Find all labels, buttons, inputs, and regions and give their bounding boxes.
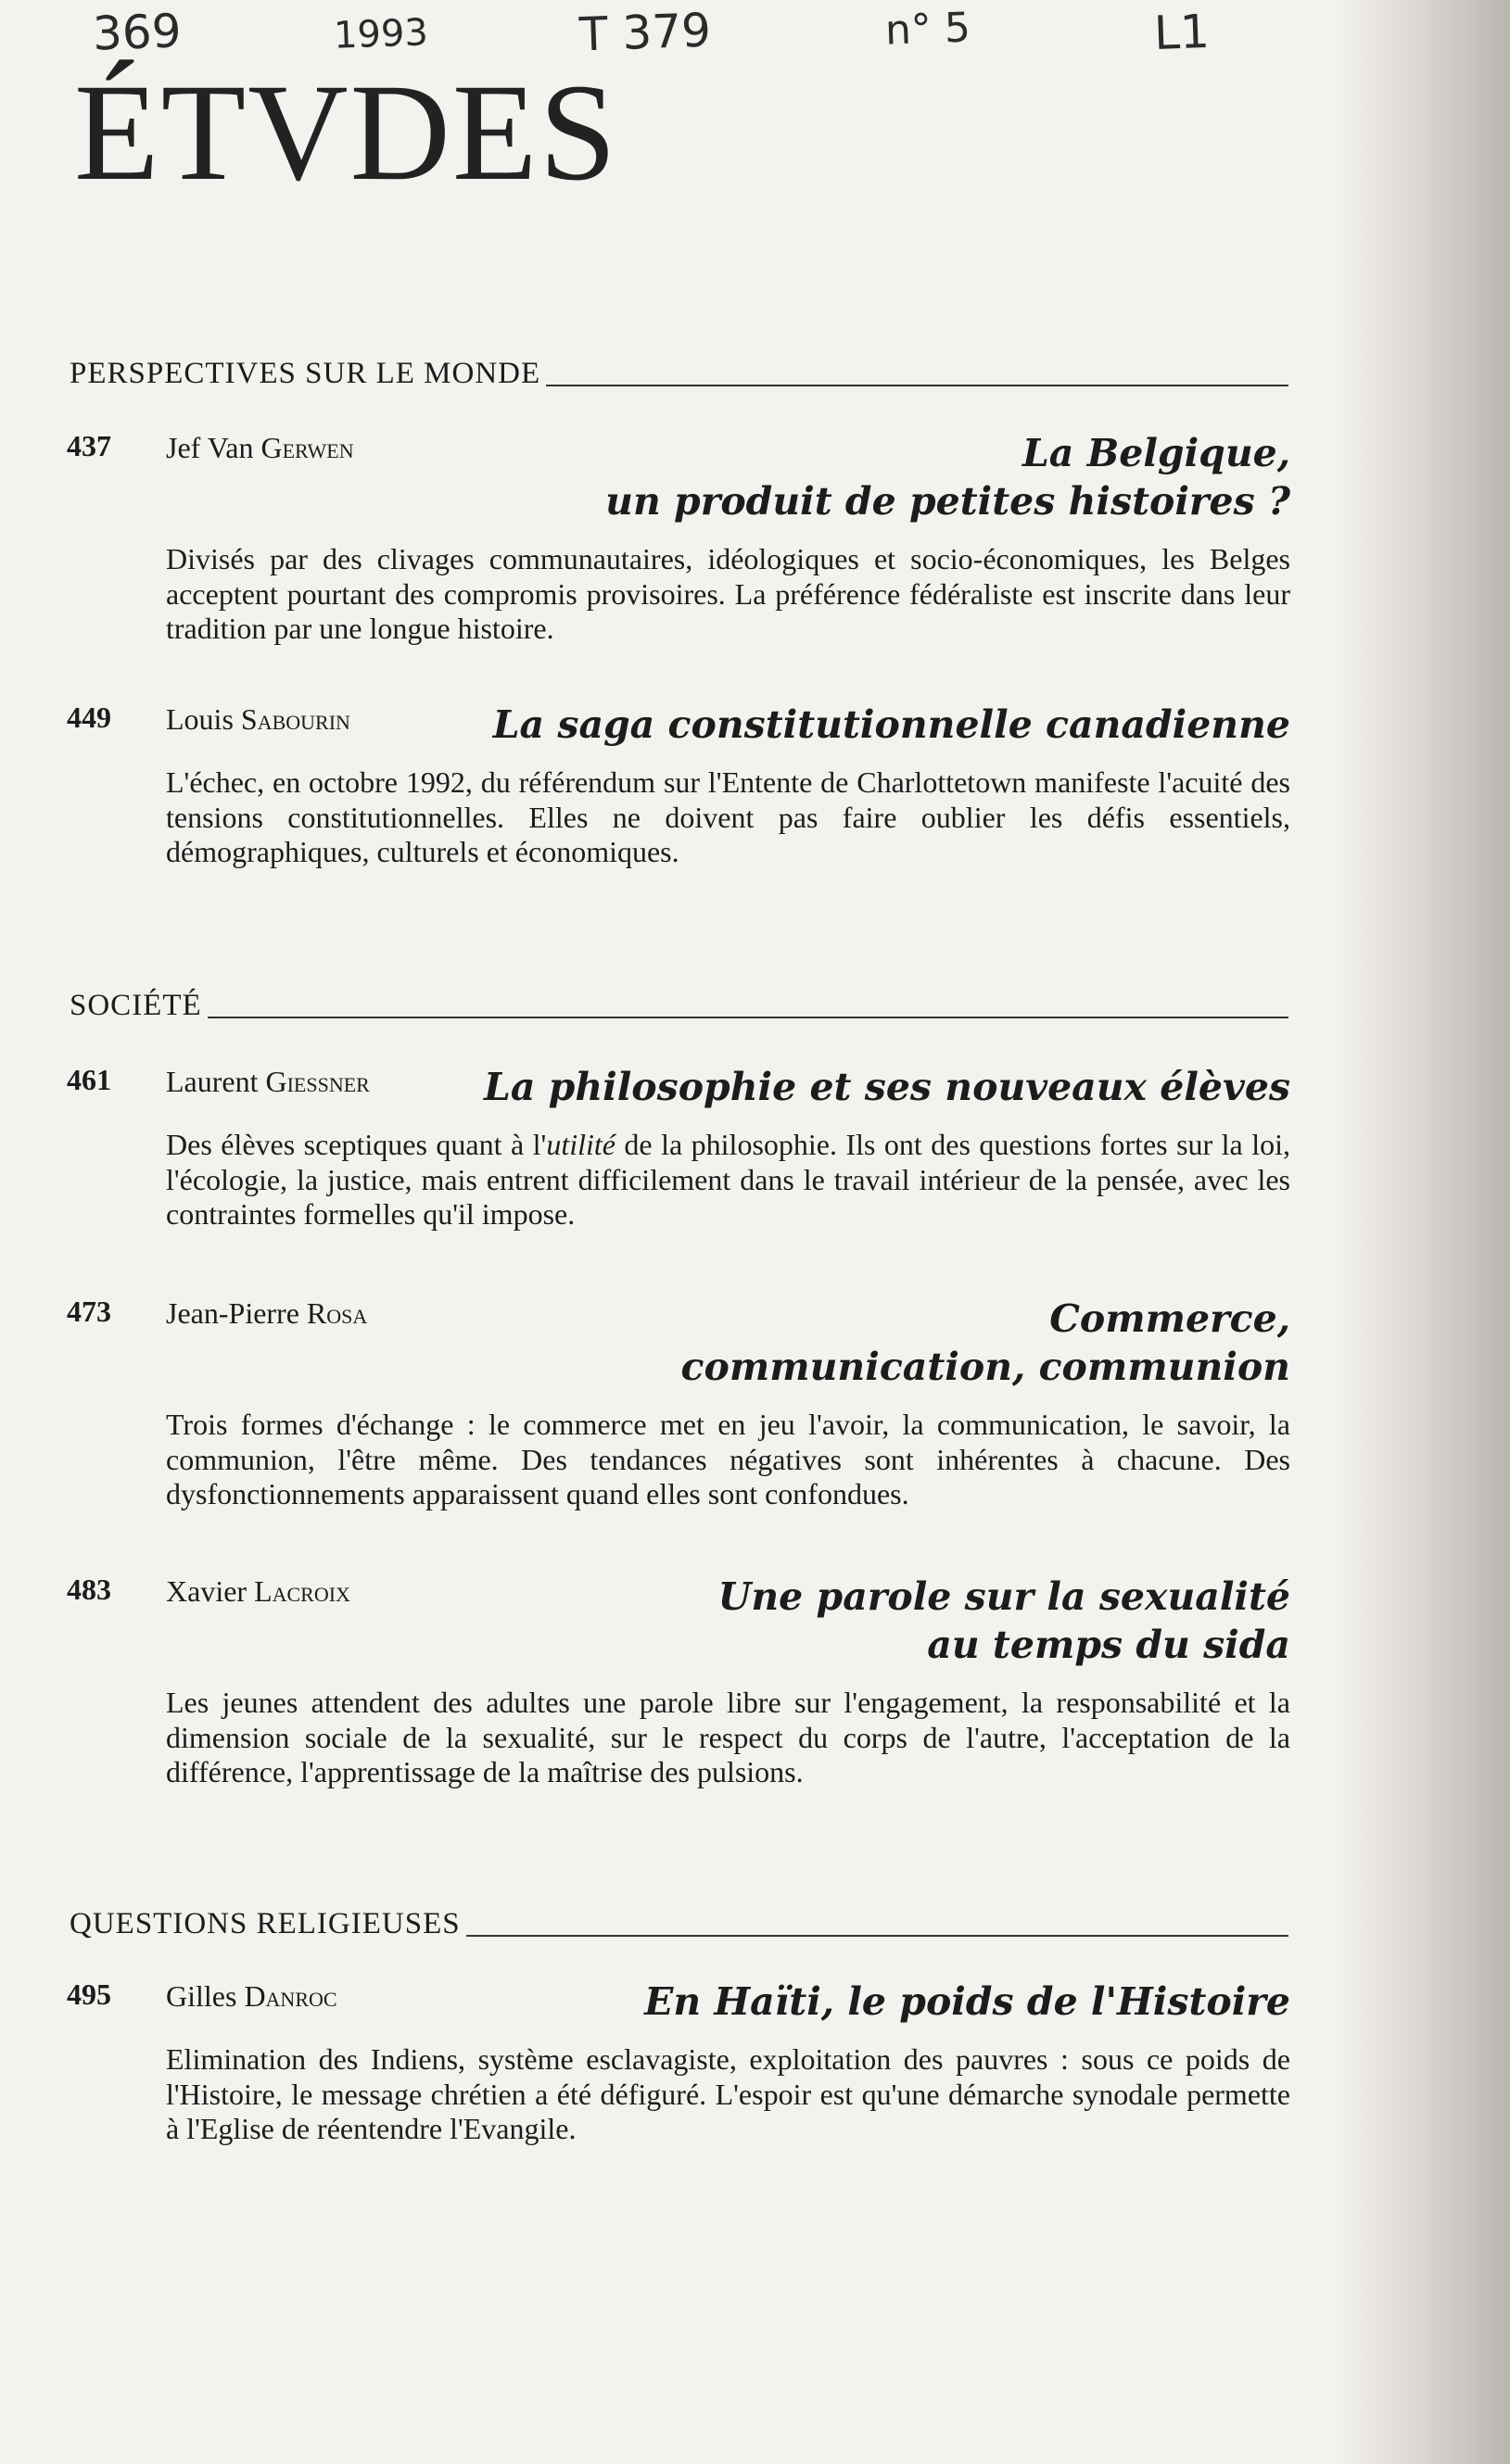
article-entry bbox=[67, 1063, 1290, 1232]
article-summary: Trois formes d'échange : le commerce met en jeu l'avoir, la communication, le savoir, la communion, l'être même. Des tendances négatives sont inhérentes à chacune. Des dysfonctionnements apparaissent quand elles sont confondues. bbox=[166, 1408, 1290, 1510]
section-heading bbox=[70, 354, 1288, 391]
summary-emphasis: utilité bbox=[546, 1128, 615, 1161]
section-rule bbox=[546, 385, 1288, 386]
article-summary: Elimination des Indiens, système esclavagiste, exploitation des pauvres : sous ce poids de l'Histoire, le message chrétien a été défiguré. L'espoir est qu'une démarche synodale permette à l'Eglise de réentendre l'Evangile. bbox=[166, 2042, 1290, 2145]
handwritten-note: 369 bbox=[92, 4, 183, 61]
author-last-name: Lacroix bbox=[254, 1574, 350, 1608]
author-first-name: Xavier bbox=[166, 1574, 247, 1608]
article-summary: L'échec, en octobre 1992, du référendum sur l'Entente de Charlottetown manifeste l'acuité des tensions constitutionnelles. Elles ne doivent pas faire oublier les défis essentiels, démographiques, culturels et économiques. bbox=[166, 765, 1290, 868]
section-heading-text: QUESTIONS RELIGIEUSES bbox=[70, 1907, 461, 1940]
article-title-line: au temps du sida bbox=[927, 1623, 1290, 1667]
summary-text: Des élèves sceptiques quant à l' bbox=[166, 1128, 547, 1161]
masthead-title: ÉTVDES bbox=[74, 56, 618, 209]
author-last-name: Rosa bbox=[306, 1296, 368, 1330]
article-title-line: La philosophie et ses nouveaux élèves bbox=[483, 1065, 1290, 1109]
author-last-name: Sabourin bbox=[240, 702, 350, 736]
article-author bbox=[166, 1979, 337, 2014]
handwritten-note: T 379 bbox=[578, 3, 712, 62]
author-last-name: Gerwen bbox=[260, 431, 354, 464]
section-heading bbox=[70, 1904, 1288, 1941]
article-summary: Divisés par des clivages communautaires, idéologiques et socio-économiques, les Belges acceptent pourtant des compromis provisoires. La préférence fédéraliste est inscrite dans leur tradition par une longue histoire. bbox=[166, 542, 1290, 645]
article-title-line: La saga constitutionnelle canadienne bbox=[492, 702, 1290, 747]
author-first-name: Laurent bbox=[166, 1065, 259, 1098]
article-entry bbox=[67, 701, 1290, 870]
article-title-line: un produit de petites histoires ? bbox=[605, 479, 1290, 524]
article-author bbox=[166, 702, 350, 737]
article-entry bbox=[67, 1295, 1290, 1512]
article-author bbox=[166, 1574, 350, 1609]
article-title-line: communication, communion bbox=[680, 1345, 1290, 1389]
handwritten-note: n° 5 bbox=[884, 4, 971, 55]
article-entry bbox=[67, 1978, 1290, 2147]
handwritten-note: 1993 bbox=[333, 11, 429, 57]
author-last-name: Danroc bbox=[244, 1979, 337, 2013]
page-number: 473 bbox=[67, 1295, 111, 1328]
author-first-name: Jean-Pierre bbox=[166, 1296, 299, 1330]
article-author bbox=[166, 1065, 370, 1099]
section-heading-text: PERSPECTIVES SUR LE MONDE bbox=[70, 357, 541, 390]
article-author bbox=[166, 1296, 367, 1331]
page-binding-shadow bbox=[1334, 0, 1510, 2464]
section-heading-text: SOCIÉTÉ bbox=[70, 989, 202, 1022]
article-summary bbox=[166, 1128, 1290, 1232]
article-title-line: Commerce, bbox=[1049, 1296, 1290, 1341]
handwritten-note: L1 bbox=[1153, 4, 1211, 61]
summary-text: de la philosophie. Ils ont des questions fortes sur la loi, l'écologie, la justice, mais entrent difficilement dans le travail intérieur de la pensée, avec les contraintes formelles qu'il impose. bbox=[166, 1128, 1291, 1231]
section-rule bbox=[208, 1017, 1288, 1018]
article-author bbox=[166, 431, 354, 465]
author-first-name: Louis bbox=[166, 702, 234, 736]
author-last-name: Giessner bbox=[265, 1065, 370, 1098]
author-first-name: Jef Van bbox=[166, 431, 254, 464]
article-title-line: La Belgique, bbox=[1021, 431, 1290, 475]
page-number: 483 bbox=[67, 1573, 111, 1606]
article-summary: Les jeunes attendent des adultes une parole libre sur l'engagement, la responsabilité et la dimension sociale de la sexualité, sur le respect du corps de l'autre, l'acceptation de la différence, l'apprentissage de la maîtrise des pulsions. bbox=[166, 1686, 1290, 1788]
page-number: 461 bbox=[67, 1063, 111, 1096]
article-title-line: Une parole sur la sexualité bbox=[717, 1574, 1290, 1619]
article-entry bbox=[67, 1573, 1290, 1790]
article-title-line: En Haïti, le poids de l'Histoire bbox=[644, 1979, 1290, 2024]
page-number: 437 bbox=[67, 429, 111, 462]
author-first-name: Gilles bbox=[166, 1979, 237, 2013]
article-entry bbox=[67, 429, 1290, 647]
page-number: 449 bbox=[67, 701, 111, 734]
page-number: 495 bbox=[67, 1978, 111, 2011]
section-heading bbox=[70, 986, 1288, 1023]
section-rule bbox=[466, 1935, 1288, 1937]
